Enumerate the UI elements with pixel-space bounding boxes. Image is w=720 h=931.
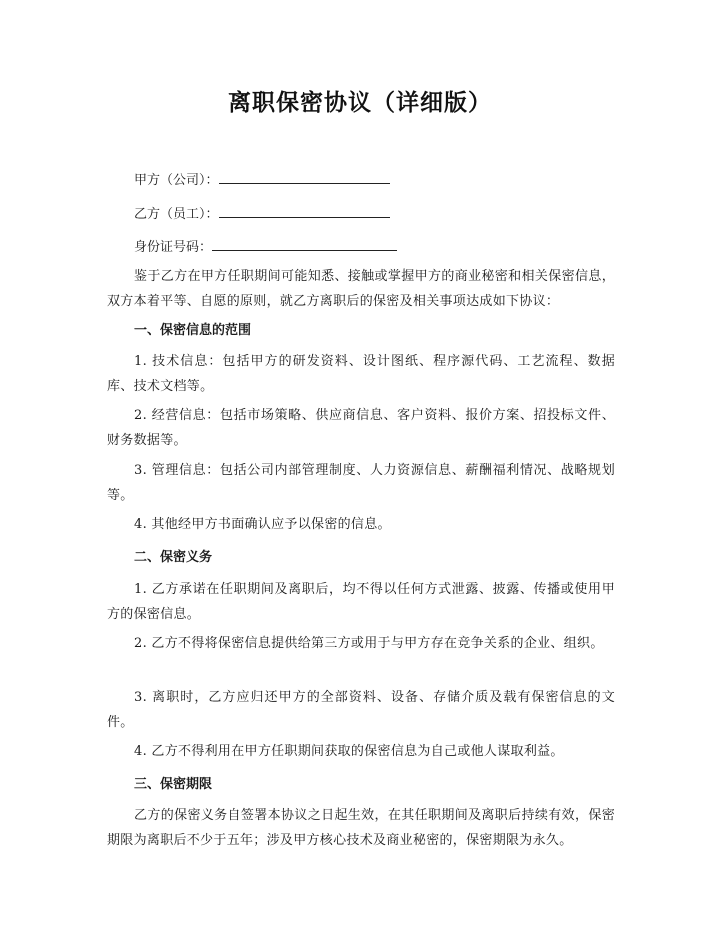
party-b-field xyxy=(134,203,390,224)
obligation-item-1: 1. 乙方承诺在任职期间及离职后，均不得以任何方式泄露、披露、传播或使用甲方的保密信息。 xyxy=(107,582,615,622)
document-title: 离职保密协议（详细版） xyxy=(228,89,492,116)
party-a-field xyxy=(134,169,390,190)
section-heading-term: 三、保密期限 xyxy=(134,777,213,792)
id-number-field xyxy=(134,236,397,257)
term-paragraph: 乙方的保密义务自签署本协议之日起生效，在其任职期间及离职后持续有效，保密期限为离职后不少于五年；涉及甲方核心技术及商业秘密的，保密期限为永久。 xyxy=(107,808,615,848)
scope-item-4: 4. 其他经甲方书面确认应予以保密的信息。 xyxy=(134,517,391,532)
obligation-item-3: 3. 离职时，乙方应归还甲方的全部资料、设备、存储介质及载有保密信息的文件。 xyxy=(107,690,615,730)
scope-item-2: 2. 经营信息：包括市场策略、供应商信息、客户资料、报价方案、招投标文件、财务数据等。 xyxy=(107,408,615,448)
party-b-blank xyxy=(219,203,390,218)
section-heading-obligations: 二、保密义务 xyxy=(134,550,213,565)
id-number-label: 身份证号码： xyxy=(134,240,213,255)
section-heading-scope: 一、保密信息的范围 xyxy=(134,323,252,338)
scope-item-1: 1. 技术信息：包括甲方的研发资料、设计图纸、程序源代码、工艺流程、数据库、技术文档等。 xyxy=(107,354,615,394)
scope-item-3: 3. 管理信息：包括公司内部管理制度、人力资源信息、薪酬福利情况、战略规划等。 xyxy=(107,463,615,503)
id-number-blank xyxy=(212,236,397,251)
party-b-label: 乙方（员工）： xyxy=(134,207,219,222)
party-a-label: 甲方（公司）： xyxy=(134,173,219,188)
obligation-item-4: 4. 乙方不得利用在甲方任职期间获取的保密信息为自己或他人谋取利益。 xyxy=(134,744,564,759)
party-a-blank xyxy=(219,169,390,184)
intro-paragraph: 鉴于乙方在甲方任职期间可能知悉、接触或掌握甲方的商业秘密和相关保密信息，双方本着平等、自愿的原则，就乙方离职后的保密及相关事项达成如下协议： xyxy=(107,269,615,309)
obligation-item-2: 2. 乙方不得将保密信息提供给第三方或用于与甲方存在竞争关系的企业、组织。 xyxy=(134,636,604,651)
